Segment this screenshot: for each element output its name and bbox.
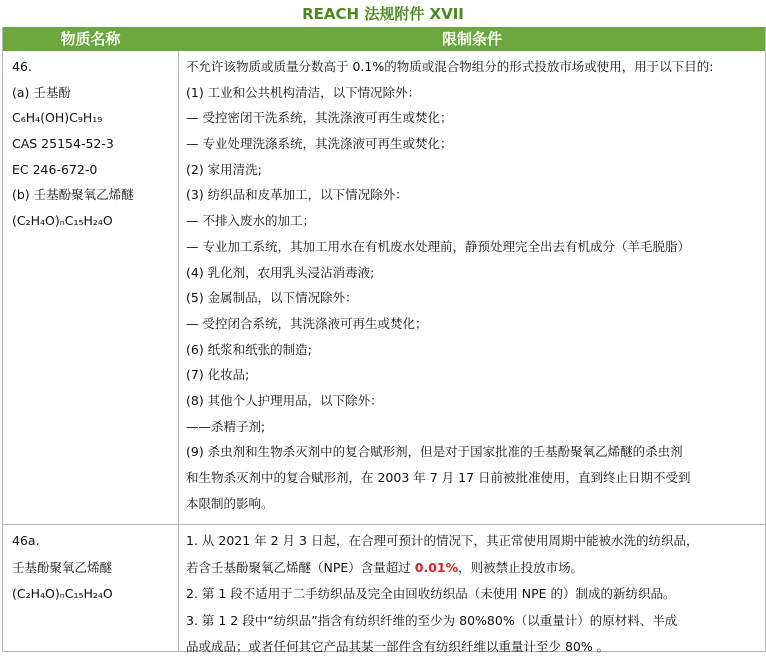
text-line: (C₂H₄O)ₙC₁₅H₂₄O xyxy=(12,213,113,229)
text-line: EC 246-672-0 xyxy=(12,161,98,177)
text-line: — 受控闭合系统，其洗涤液可再生或焚化； xyxy=(186,315,428,331)
text-line: (2) 家用清洗; xyxy=(186,161,262,177)
text-line: — 专业处理洗涤系统，其洗涤液可再生或焚化； xyxy=(186,136,453,152)
text-line: (1) 工业和公共机构清洁，以下情况除外： xyxy=(186,84,421,100)
header-restriction-conditions: 限制条件 xyxy=(441,30,502,48)
table-header xyxy=(3,27,765,51)
text-line: 46a. xyxy=(12,533,40,548)
text-line: (a) 壬基酚 xyxy=(12,84,71,100)
text-line: 46. xyxy=(12,59,32,74)
text-line: (8) 其他个人护理用品，以下除外： xyxy=(186,392,383,408)
text-line xyxy=(186,555,698,582)
text-line: (5) 金属制品，以下情况除外： xyxy=(186,290,358,306)
entry-46-substance xyxy=(12,54,134,234)
text-line: ——杀精子剂; xyxy=(186,418,266,434)
text-segment: 若含壬基酚聚氧乙烯醚（NPE）含量超过 xyxy=(186,559,415,575)
text-line: C₆H₄(OH)C₉H₁₉ xyxy=(12,110,103,126)
text-line: 品或成品；或者任何其它产品其某一部件含有纺织纤维以重量计至少 80% 。 xyxy=(186,639,610,654)
entry-46a-substance xyxy=(12,528,113,608)
text-line: 不允许该物质或质量分数高于 0.1%的物质或混合物组分的形式投放市场或使用，用于以下目的: xyxy=(186,59,714,74)
text-line: (b) 壬基酚聚氧乙烯醚 xyxy=(12,187,134,203)
column-divider xyxy=(178,51,179,651)
text-line: 2. 第 1 段不适用于二手纺织品及完全由回收纺织品（未使用 NPE 的）制成的新纺织品。 xyxy=(186,586,676,601)
text-line: (7) 化妆品; xyxy=(186,367,250,383)
text-line: (6) 纸浆和纸张的制造; xyxy=(186,341,312,357)
text-line: 3. 第 1 2 段中“纺织品”指含有纺织纤维的至少为 80%80%（以重量计）的原材料、半成 xyxy=(186,612,678,628)
text-line: — 不排入废水的加工； xyxy=(186,213,315,229)
text-line: 本限制的影响。 xyxy=(186,495,274,511)
npe-limit-highlight: 0.01% xyxy=(414,559,459,575)
text-line: (3) 纺织品和皮革加工，以下情况除外： xyxy=(186,187,408,203)
text-line: 和生物杀灭剂中的复合赋形剂，在 2003 年 7 月 17 日前被批准使用，直到终止日期不受到 xyxy=(186,470,691,485)
text-line: 壬基酚聚氧乙烯醚 xyxy=(12,559,113,575)
text-segment: ，则被禁止投放市场。 xyxy=(458,559,584,575)
text-line: CAS 25154-52-3 xyxy=(12,136,114,152)
text-line: — 专业加工系统，其加工用水在有机废水处理前，静预处理完全出去有机成分（羊毛脱脂） xyxy=(186,238,690,254)
entry-46-conditions xyxy=(186,54,713,516)
text-line: (4) 乳化剂，农用乳头浸沾消毒液; xyxy=(186,264,375,280)
text-line: 1. 从 2021 年 2 月 3 日起，在合理可预计的情况下，其正常使用周期中能被水洗的纺织品， xyxy=(186,533,699,548)
text-line: — 受控密闭干洗系统，其洗涤液可再生或焚化； xyxy=(186,110,453,126)
text-line: (9) 杀虫剂和生物杀灭剂中的复合赋形剂，但是对于国家批准的壬基酚聚氧乙烯醚的杀虫剂 xyxy=(186,444,683,460)
header-substance-name: 物质名称 xyxy=(60,30,121,48)
page-title: REACH 法规附件 XVII xyxy=(302,5,464,23)
restriction-table xyxy=(2,27,766,652)
text-line: (C₂H₄O)ₙC₁₅H₂₄O xyxy=(12,586,113,601)
entry-46a-conditions xyxy=(186,528,698,661)
row-divider xyxy=(3,524,765,525)
